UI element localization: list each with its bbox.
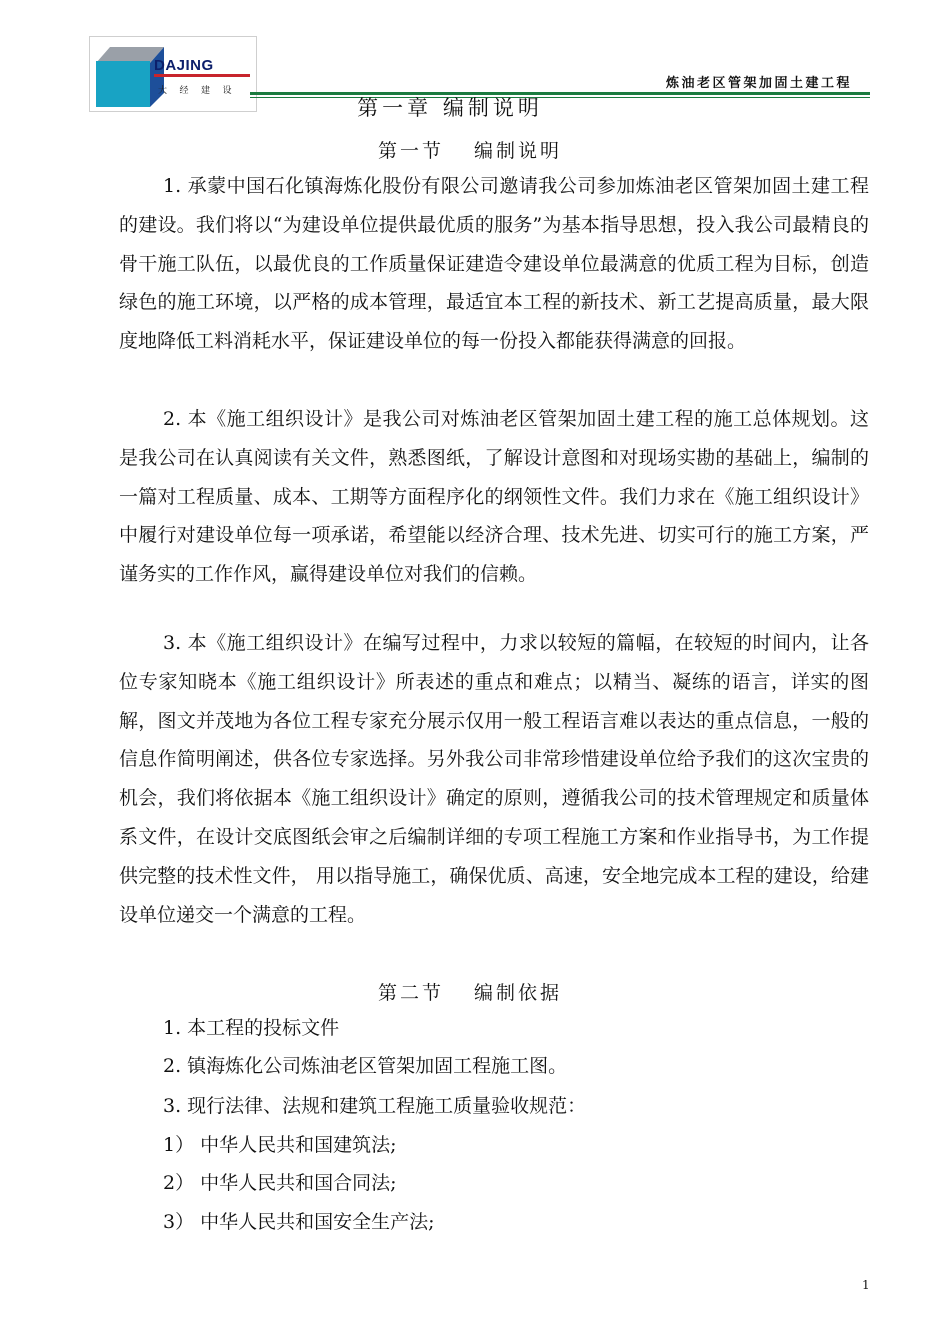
section-1-heading	[0, 136, 940, 163]
section-2-number: 第二节	[377, 982, 444, 1004]
basis-item: 1. 本工程的投标文件	[163, 1017, 340, 1039]
basis-item: 1） 中华人民共和国建筑法;	[163, 1134, 397, 1156]
paragraph-2: 2. 本《施工组织设计》是我公司对炼油老区管架加固土建工程的施工总体规划。这是我公司在认真阅读有关文件，熟悉图纸，了解设计意图和对现场实勘的基础上，编制的一篇对工程质量、成本、工期等方面程序化的纲领性文件。我们力求在《施工组织设计》中履行对建设单位每一项承诺，希望能以经济合理、技术先进、切实可行的施工方案，严谨务实的工作作风，赢得建设单位对我们的信赖。	[119, 408, 869, 586]
basis-item: 2. 镇海炼化公司炼油老区管架加固工程施工图。	[163, 1055, 568, 1077]
section-1-number: 第一节	[377, 140, 444, 162]
basis-item: 3. 现行法律、法规和建筑工程施工质量验收规范：	[163, 1095, 587, 1117]
paragraph-3: 3. 本《施工组织设计》在编写过程中，力求以较短的篇幅，在较短的时间内，让各位专家知晓本《施工组织设计》所表述的重点和难点；以精当、凝练的语言，详实的图解，图文并茂地为各位工程专家充分展示仅用一般工程语言难以表达的重点信息，一般的信息作简明阐述，供各位专家选择。另外我公司非常珍惜建设单位给予我们的这次宝贵的机会，我们将依据本《施工组织设计》确定的原则，遵循我公司的技术管理规定和质量体系文件，在设计交底图纸会审之后编制详细的专项工程施工方案和作业指导书，为工作提供完整的技术性文件， 用以指导施工，确保优质、高速，安全地完成本工程的建设，给建设单位递交一个满意的工程。	[119, 632, 869, 926]
project-title: 炼油老区管架加固土建工程	[666, 76, 853, 91]
section-2-heading	[0, 978, 940, 1005]
chapter-title: 第一章 编制说明	[357, 96, 543, 120]
logo-subtitle: 大 经 建 设	[158, 85, 237, 95]
section-1-title: 编制说明	[474, 140, 563, 162]
paragraph-1: 1. 承蒙中国石化镇海炼化股份有限公司邀请我公司参加炼油老区管架加固土建工程的建设。我们将以“为建设单位提供最优质的服务”为基本指导思想，投入我公司最精良的骨干施工队伍，以最优良的工作质量保证建造令建设单位最满意的优质工程为目标，创造绿色的施工环境，以严格的成本管理，最适宜本工程的新技术、新工艺提高质量，最大限度地降低工料消耗水平，保证建设单位的每一份投入都能获得满意的回报。	[119, 175, 869, 353]
page-number: 1	[862, 1278, 870, 1292]
logo-red-bar	[154, 74, 250, 77]
basis-item: 2） 中华人民共和国合同法;	[163, 1172, 397, 1194]
basis-item: 3） 中华人民共和国安全生产法;	[163, 1211, 435, 1233]
logo-name: DAJING	[154, 57, 214, 74]
section-2-title: 编制依据	[474, 982, 563, 1004]
